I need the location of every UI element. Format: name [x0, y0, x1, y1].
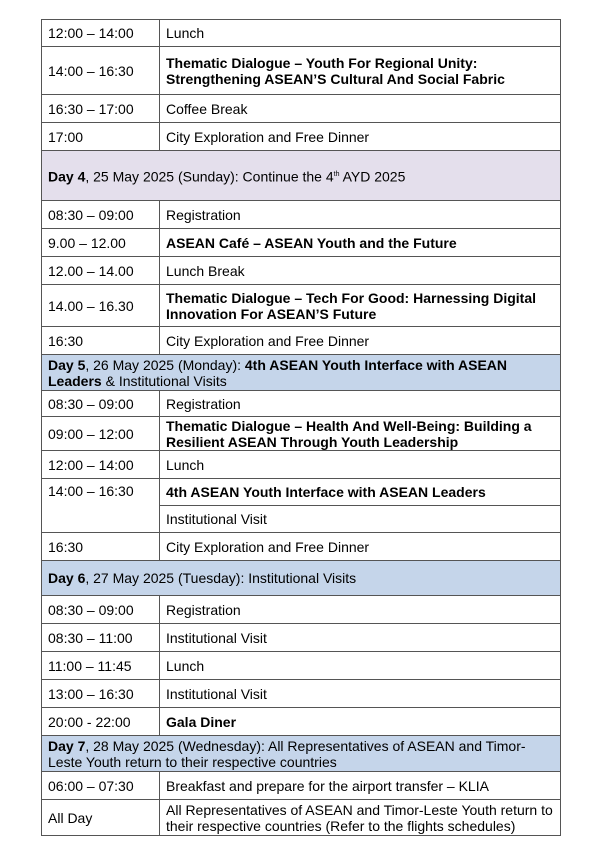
day-text: , 25 May 2025 (Sunday): Continue the 4: [85, 168, 334, 185]
activity-cell: Registration: [166, 601, 241, 618]
day-text: & Institutional Visits: [101, 372, 227, 389]
activity-cell: Lunch: [166, 456, 205, 473]
time-cell: 16:30 – 17:00: [42, 95, 160, 122]
time-cell: 09:00 – 12:00: [42, 417, 160, 450]
activity-cell: Coffee Break: [166, 100, 248, 117]
day-label: Day 6: [48, 570, 86, 586]
table-row: [41, 772, 561, 800]
day-5-header: [41, 355, 561, 391]
table-row: [41, 417, 561, 451]
activity-cell: Lunch: [166, 657, 205, 674]
activity-cell: Thematic Dialogue – Youth For Regional Unity: Strengthening ASEAN’S Cultural And Social Fabric: [166, 54, 505, 87]
time-cell: 17:00: [42, 123, 160, 150]
time-cell: 08:30 – 09:00: [42, 391, 160, 416]
table-row: [41, 479, 561, 533]
table-row: [41, 123, 561, 151]
day-4-header: [41, 151, 561, 201]
time-cell: 11:00 – 11:45: [42, 652, 160, 679]
time-cell: 08:30 – 09:00: [42, 596, 160, 623]
table-row: [41, 680, 561, 708]
activity-cell: ASEAN Café – ASEAN Youth and the Future: [166, 234, 457, 251]
time-cell: 12.00 – 14.00: [42, 257, 160, 284]
activity-cell: City Exploration and Free Dinner: [166, 332, 370, 349]
table-row: [41, 800, 561, 836]
table-row: [41, 201, 561, 229]
time-cell: All Day: [42, 800, 160, 835]
activity-cell: 4th ASEAN Youth Interface with ASEAN Leaders: [160, 479, 560, 506]
activity-cell: Breakfast and prepare for the airport transfer – KLIA: [166, 777, 489, 794]
day-text: , 27 May 2025 (Tuesday): Institutional Visits: [85, 570, 357, 586]
time-cell: 14.00 – 16.30: [42, 285, 160, 326]
time-cell: 12:00 – 14:00: [42, 20, 160, 46]
table-row: [41, 624, 561, 652]
table-row: [41, 19, 561, 47]
activity-cell: Thematic Dialogue – Health And Well-Being: Building a Resilient ASEAN Through Youth Leadership: [166, 417, 532, 450]
time-cell: 14:00 – 16:30: [42, 479, 160, 532]
activity-cell: All Representatives of ASEAN and Timor-Leste Youth return to their respective countries (Refer to the flights schedules): [166, 801, 553, 834]
table-row: [41, 95, 561, 123]
time-cell: 13:00 – 16:30: [42, 680, 160, 707]
time-cell: 16:30: [42, 533, 160, 560]
table-row: [41, 327, 561, 355]
day-label: Day 5: [48, 356, 86, 373]
time-cell: 08:30 – 09:00: [42, 201, 160, 228]
table-row: [41, 596, 561, 624]
day-highlight: 4th ASEAN Youth Interface with ASEAN Leaders: [48, 356, 508, 389]
time-cell: 16:30: [42, 327, 160, 354]
activity-cell: City Exploration and Free Dinner: [166, 128, 370, 145]
table-row: [41, 708, 561, 736]
time-cell: 12:00 – 14:00: [42, 451, 160, 478]
time-cell: 14:00 – 16:30: [42, 47, 160, 94]
table-row: [41, 285, 561, 327]
table-row: [41, 229, 561, 257]
day-6-header: [41, 561, 561, 596]
activity-cell: Thematic Dialogue – Tech For Good: Harnessing Digital Innovation For ASEAN’S Future: [166, 289, 537, 322]
time-cell: 08:30 – 11:00: [42, 624, 160, 651]
activity-cell: Institutional Visit: [166, 511, 267, 527]
day-ordinal-sup: th: [333, 170, 340, 178]
activity-cell: Lunch Break: [166, 262, 245, 279]
activity-cell: Gala Diner: [166, 713, 237, 730]
day-label: Day 4: [48, 168, 86, 185]
activity-cell: Institutional Visit: [166, 685, 267, 702]
table-row: [41, 533, 561, 561]
day-text: , 26 May 2025 (Monday):: [85, 356, 245, 373]
activity-cell: Lunch: [166, 25, 205, 41]
table-row: [41, 257, 561, 285]
table-row: [41, 47, 561, 95]
time-cell: 20:00 - 22:00: [42, 708, 160, 735]
time-cell: 9.00 – 12.00: [42, 229, 160, 256]
day-7-header: [41, 736, 561, 772]
table-row: [41, 391, 561, 417]
activity-cell: City Exploration and Free Dinner: [166, 538, 370, 555]
activity-cell: Registration: [166, 395, 241, 412]
activity-cell: Registration: [166, 206, 241, 223]
table-row: [41, 652, 561, 680]
day-text: , 28 May 2025 (Wednesday): All Representatives of ASEAN and Timor-Leste Youth return to their respective countries: [48, 737, 526, 770]
table-row: [41, 451, 561, 479]
day-text: AYD 2025: [339, 168, 406, 185]
day-label: Day 7: [48, 737, 86, 754]
time-cell: 06:00 – 07:30: [42, 772, 160, 799]
activity-cell: Institutional Visit: [166, 629, 267, 646]
